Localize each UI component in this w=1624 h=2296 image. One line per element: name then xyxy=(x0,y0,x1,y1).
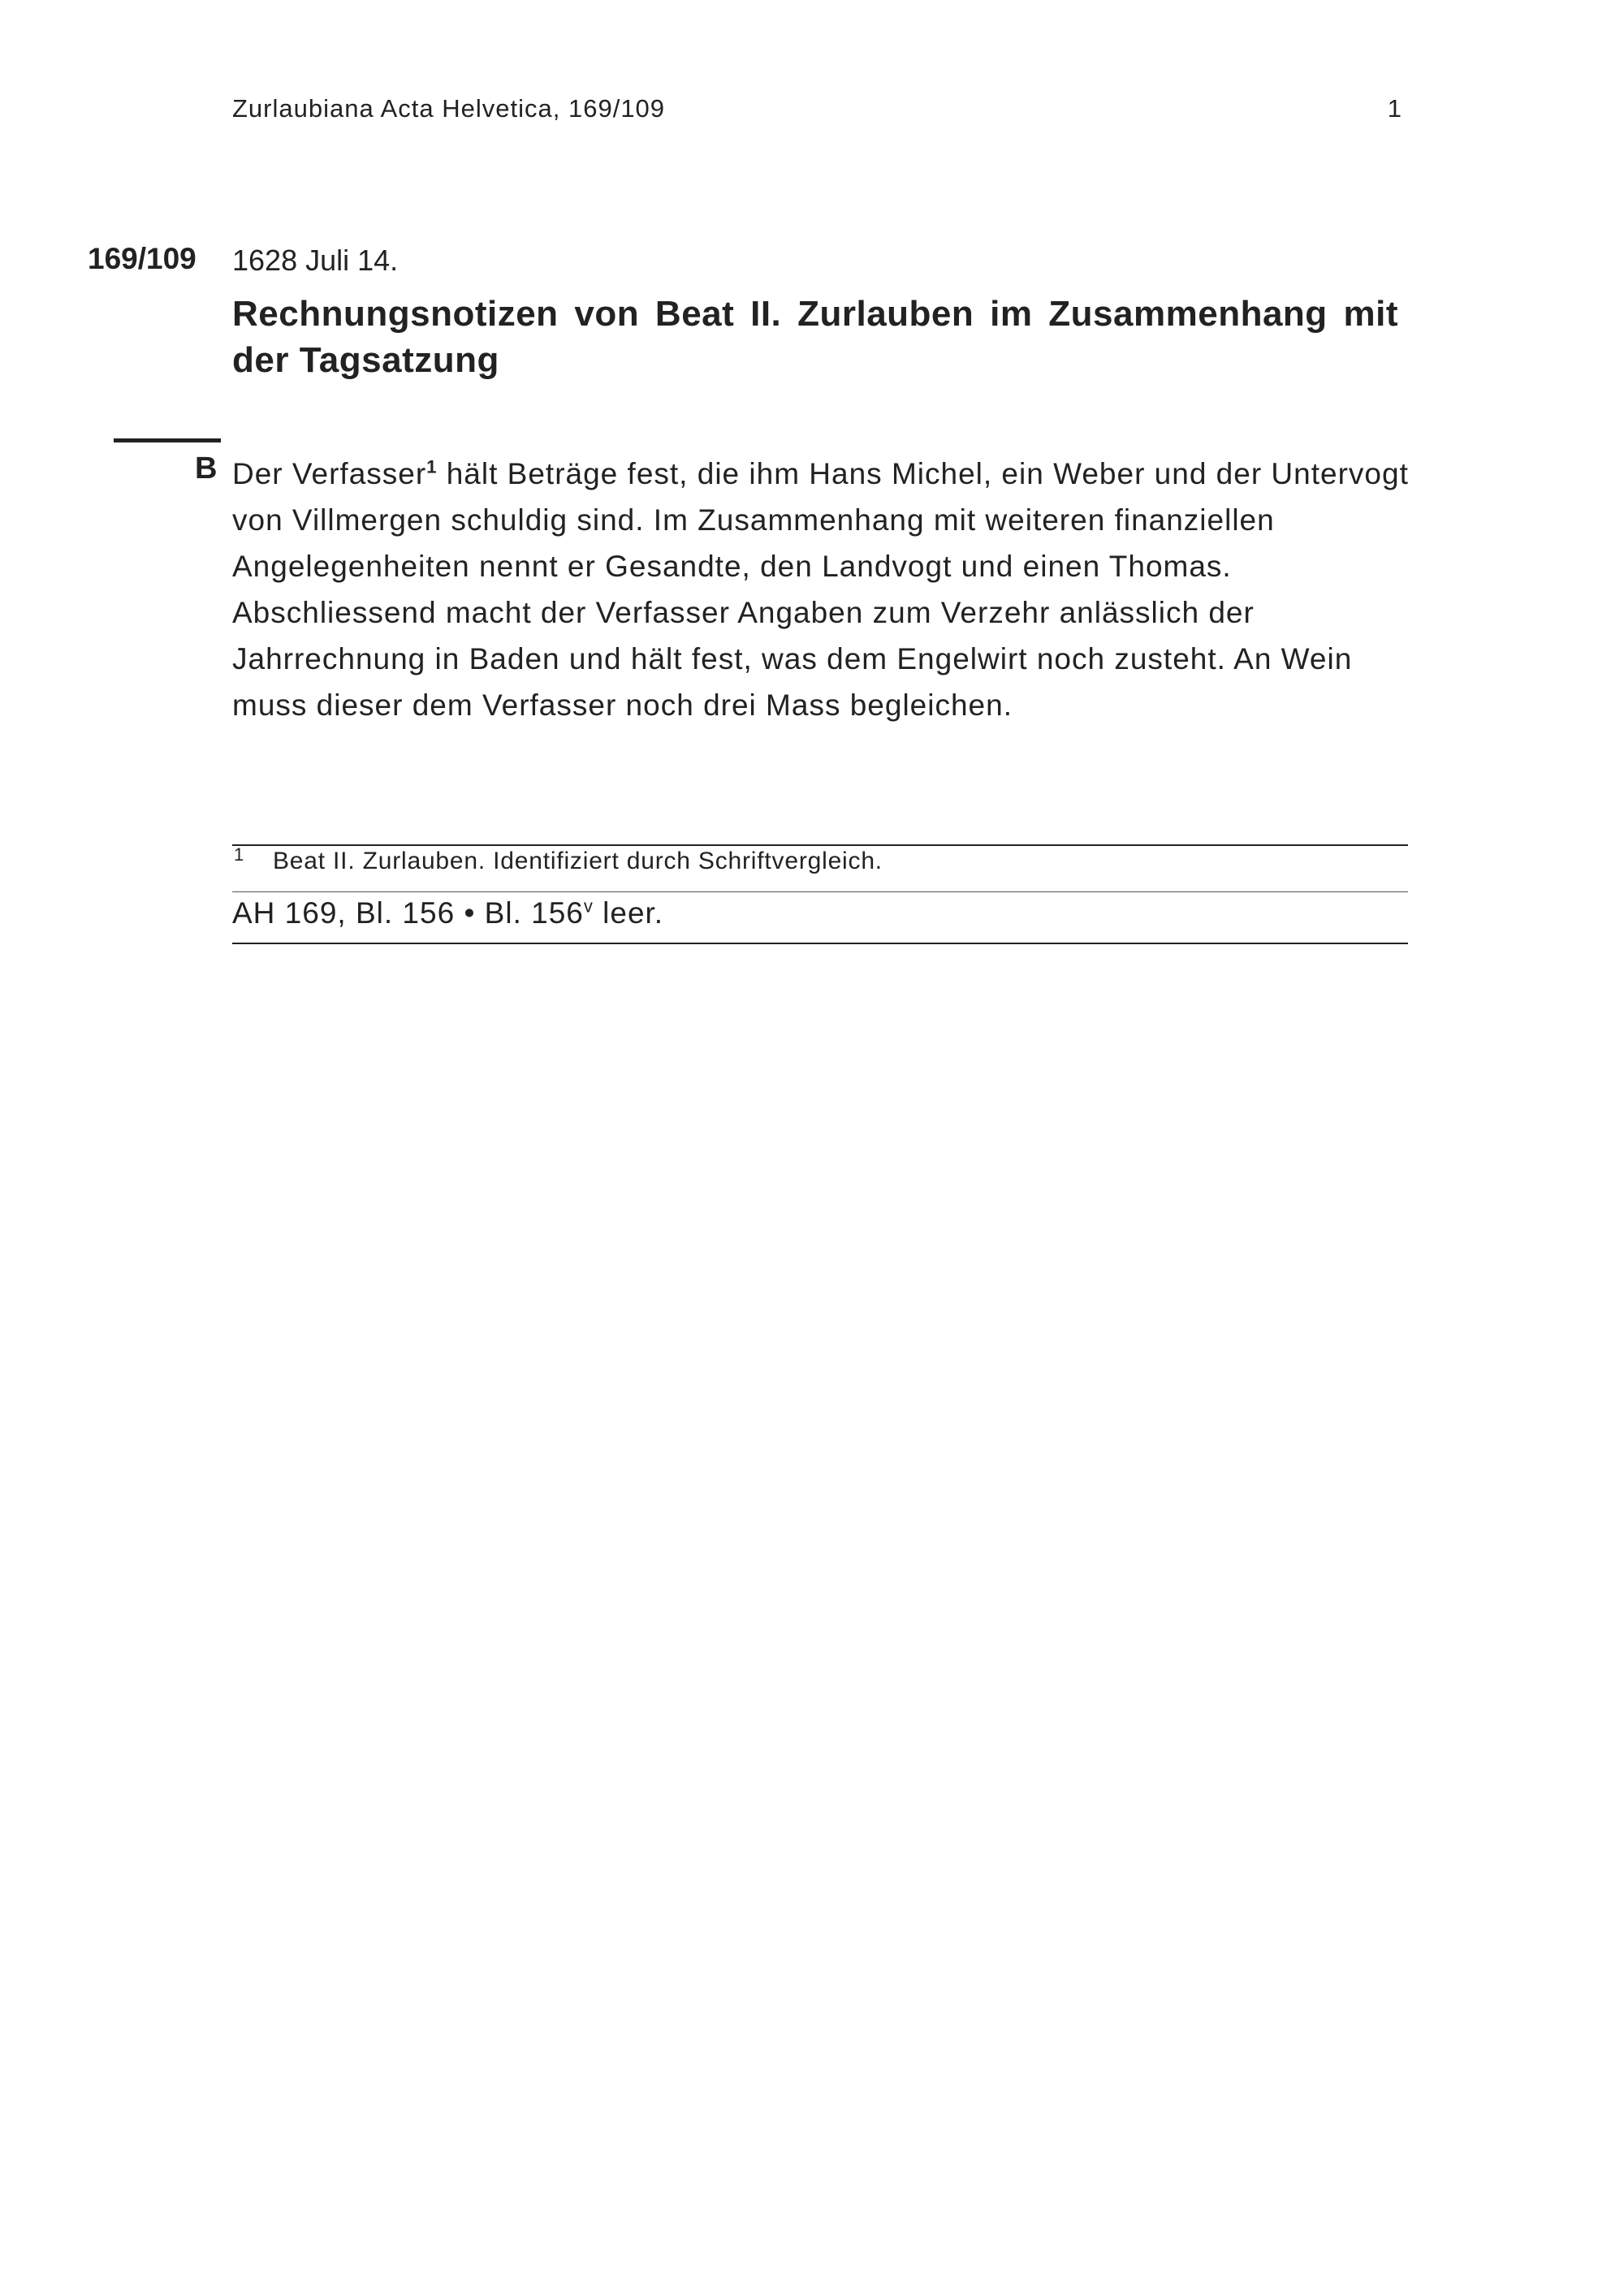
source-reference xyxy=(232,896,663,930)
source-rule-top xyxy=(232,891,1408,892)
footnote-rule xyxy=(232,844,1408,846)
section-rule xyxy=(114,438,221,442)
page-number: 1 xyxy=(1387,94,1402,123)
document-number: 169/109 xyxy=(88,242,197,275)
document-title: Rechnungsnotizen von Beat II. Zurlauben im Zusammenhang mit der Tagsatzung xyxy=(232,294,1398,380)
source-rule-bottom xyxy=(232,943,1408,944)
summary-paragraph-1 xyxy=(232,451,1410,589)
document-date: 1628 Juli 14. xyxy=(232,244,399,277)
summary-text-rest: hält Beträge fest, die ihm Hans Michel, ein Weber und der Untervogt von Villmergen schuldig sind. Im Zusammenhang mit weiteren finanziellen Angelegenheiten nennt er Gesandte, den Landvogt und einen Thomas. xyxy=(232,457,1409,583)
section-marker: B xyxy=(195,451,218,486)
footnote-text: Beat II. Zurlauben. Identifiziert durch Schriftvergleich. xyxy=(273,848,883,874)
running-head-title: Zurlaubiana Acta Helvetica, 169/109 xyxy=(232,94,666,123)
source-verso-mark: v xyxy=(583,896,594,917)
summary-text-start: Der Verfasser xyxy=(232,457,427,490)
summary xyxy=(232,451,1410,728)
source-text-end: leer. xyxy=(593,896,664,930)
footnote-reference[interactable]: 1 xyxy=(426,456,438,477)
summary-paragraph-2: Abschliessend macht der Verfasser Angaben zum Verzehr anlässlich der Jahrrechnung in Baden und hält fest, was dem Engelwirt noch zusteht. An Wein muss dieser dem Verfasser noch drei Mass begleichen. xyxy=(232,596,1353,722)
source-text: AH 169, Bl. 156 • Bl. 156 xyxy=(232,896,584,930)
footnote-number: 1 xyxy=(234,844,244,865)
